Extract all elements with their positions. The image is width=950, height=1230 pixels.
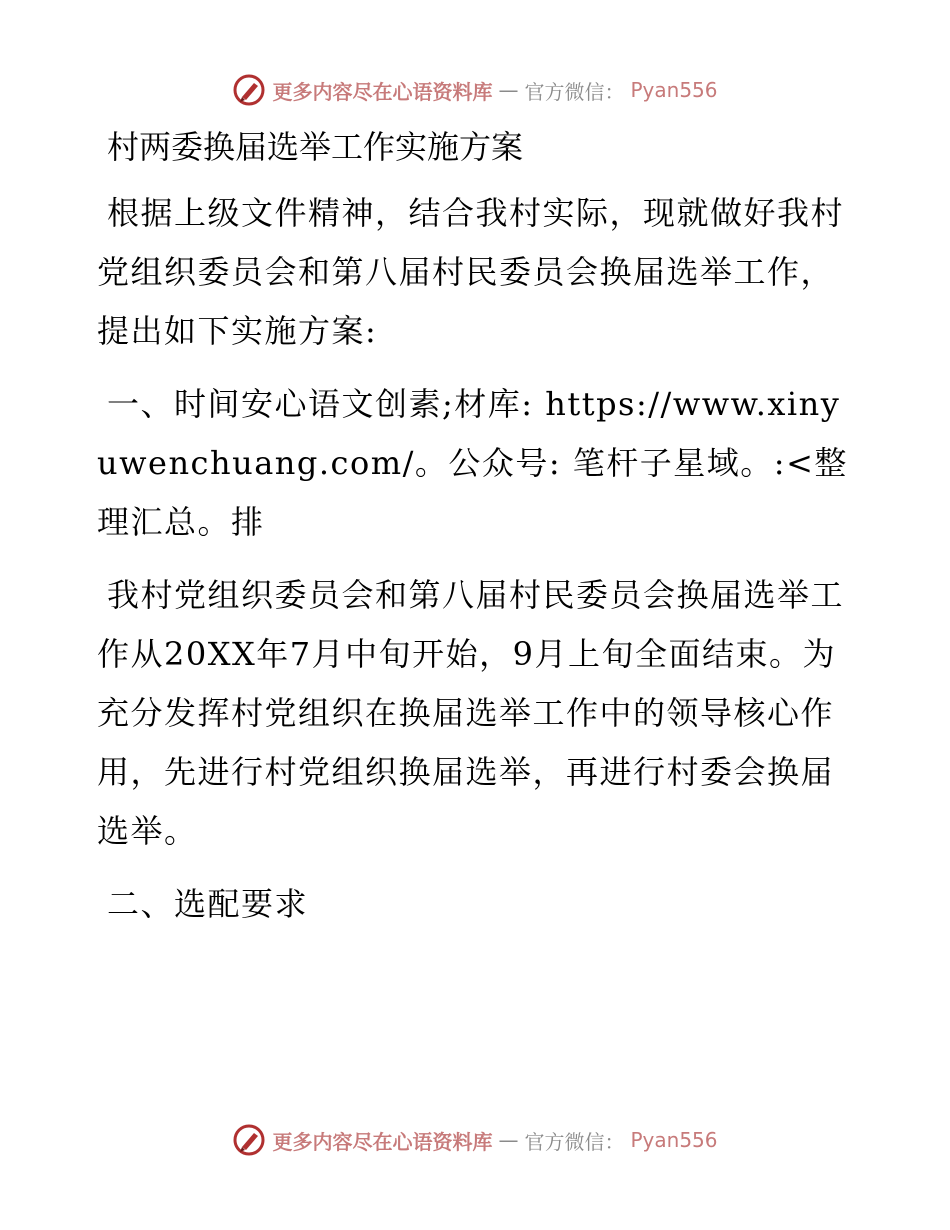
document-body	[97, 118, 857, 948]
paragraph-intro: 根据上级文件精神，结合我村实际，现就做好我村党组织委员会和第八届村民委员会换届选举工作，提出如下实施方案:	[97, 194, 845, 350]
paragraph-section-two-heading: 二、选配要求	[107, 885, 309, 923]
banner-separator: —	[498, 78, 519, 102]
paragraph-section-one-heading: 一、时间安心语文创素;材库: https://www.xinyuwenchuang.com/。公众号: 笔杆子星域。:<整理汇总。排	[97, 385, 848, 541]
paragraph-timeline: 我村党组织委员会和第八届村民委员会换届选举工作从20XX年7月中旬开始，9月上旬全面结束。为充分发挥村党组织在换届选举工作中的领导核心作用，先进行村党组织换届选举，再进行村委会换届选举。	[97, 576, 845, 850]
brand-logo-icon	[232, 73, 266, 107]
brand-logo-icon	[232, 1123, 266, 1157]
banner-wechat-label: 官方微信：	[524, 1129, 625, 1154]
banner-main-text: 更多内容尽在心语资料库	[272, 1129, 493, 1154]
footer-watermark-banner	[0, 1120, 950, 1160]
banner-wechat-id: Pyan556	[630, 1128, 718, 1152]
banner-separator: —	[498, 1128, 519, 1152]
banner-main-text: 更多内容尽在心语资料库	[272, 79, 493, 104]
banner-wechat-label: 官方微信：	[524, 79, 625, 104]
header-watermark-banner	[0, 70, 950, 110]
document-title: 村两委换届选举工作实施方案	[107, 128, 524, 166]
banner-wechat-id: Pyan556	[630, 78, 718, 102]
